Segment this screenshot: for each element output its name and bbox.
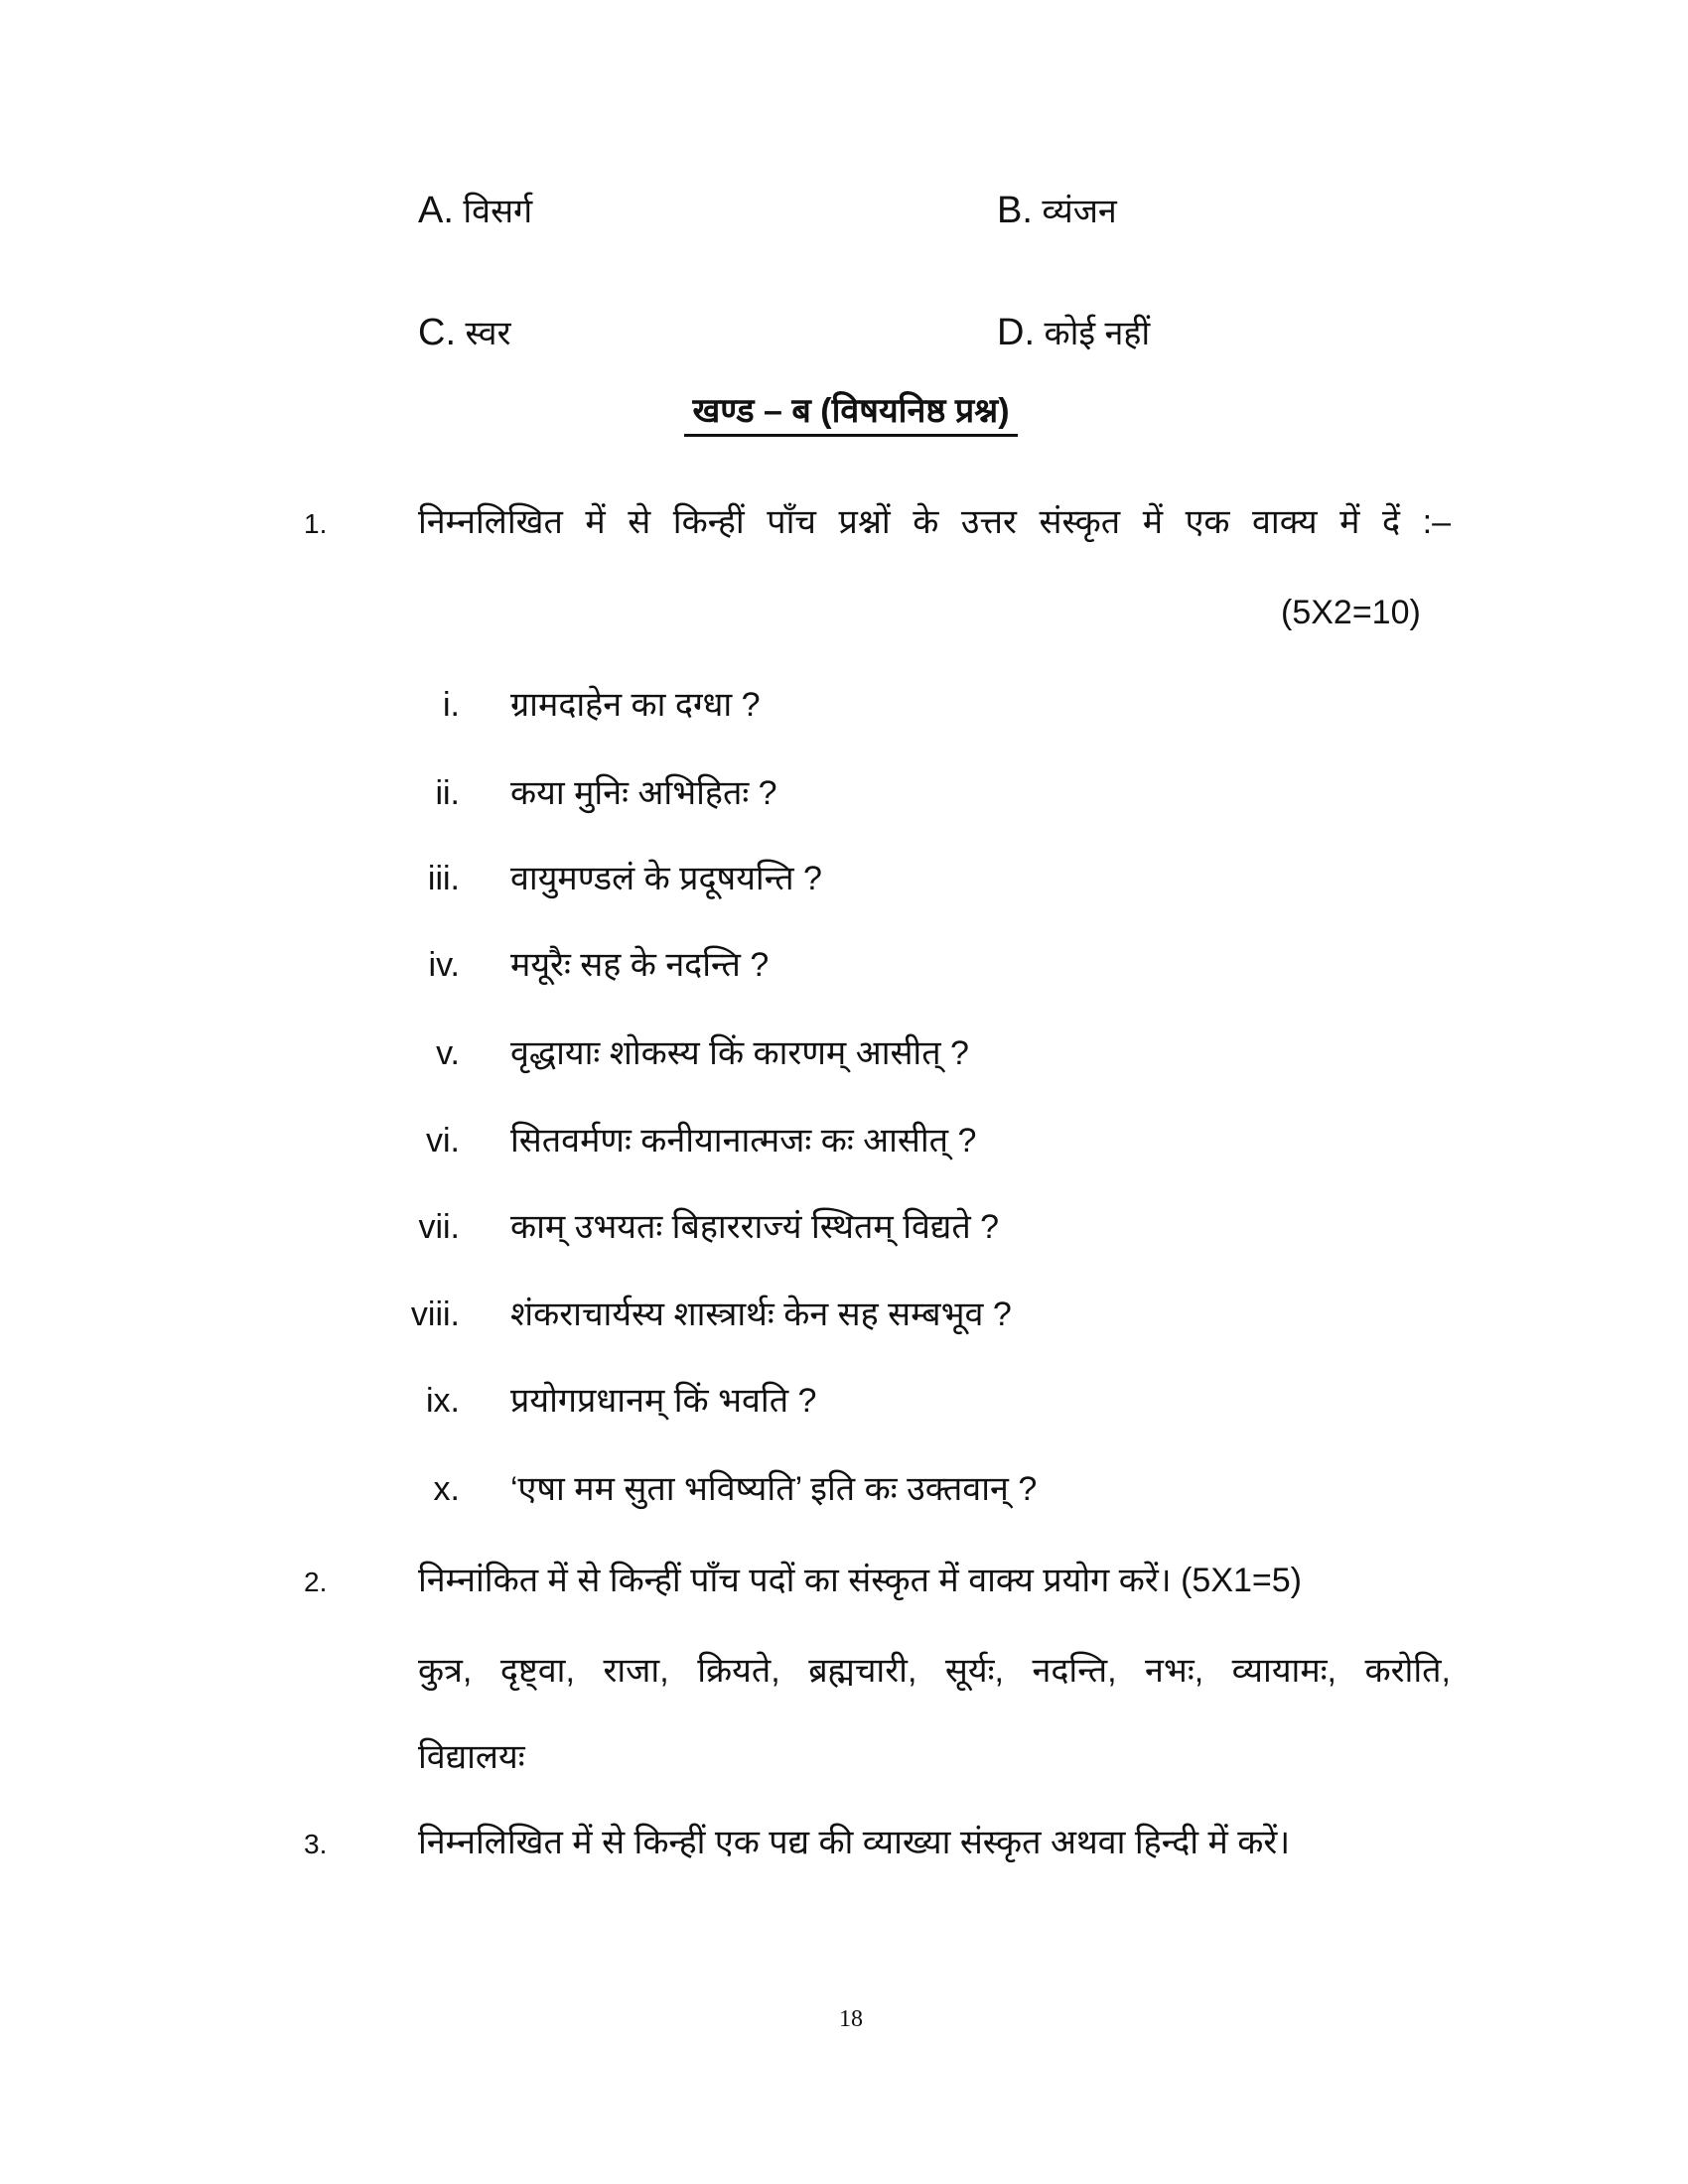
- section-heading: [0, 389, 1688, 433]
- option-text: व्यंजन: [1042, 193, 1117, 230]
- option-text: विसर्ग: [463, 193, 533, 230]
- section-heading-text: खण्ड – ब (विषयनिष्ठ प्रश्न): [684, 392, 1017, 437]
- sub-question-text: ‘एषा मम सुता भविष्यति’ इति कः उक्तवान् ?: [510, 1470, 1038, 1508]
- sub-question-text: प्रयोगप्रधानम् किं भवति ?: [510, 1382, 817, 1420]
- sub-question-text: वायुमण्डलं के प्रदूषयन्ति ?: [510, 860, 822, 897]
- option-text: कोई नहीं: [1044, 315, 1151, 352]
- option-letter: A.: [418, 190, 454, 231]
- option-letter: C.: [418, 312, 456, 353]
- option-b: [997, 189, 1117, 233]
- sub-question-number: viii.: [410, 1296, 460, 1333]
- sub-question-text: सितवर्मणः कनीयानात्मजः कः आसीत् ?: [510, 1122, 977, 1160]
- question-3-text: निम्नलिखित में से किन्हीं एक पद्य की व्याख्या संस्कृत अथवा हिन्दी में करें।: [418, 1824, 1291, 1861]
- question-1-text: निम्नलिखित में से किन्हीं पाँच प्रश्नों के उत्तर संस्कृत में एक वाक्य में दें :–: [418, 503, 1451, 541]
- sub-question-text: ग्रामदाहेन का दग्धा ?: [510, 686, 761, 724]
- option-letter: B.: [997, 190, 1033, 231]
- sub-question-number: ix.: [426, 1382, 460, 1420]
- sub-question-number: iv.: [428, 946, 460, 984]
- sub-question-text: कया मुनिः अभिहितः ?: [510, 774, 777, 812]
- question-number: 3.: [304, 1829, 328, 1859]
- sub-question-text: शंकराचार्यस्य शास्त्रार्थः केन सह सम्बभूव ?: [510, 1296, 1012, 1333]
- question-2-words: कुत्र, दृष्ट्वा, राजा, क्रियते, ब्रह्मचारी, सूर्यः, नदन्ति, नभः, व्यायामः, करोति,: [418, 1652, 1451, 1690]
- sub-question-number: iii.: [427, 860, 460, 897]
- page-number: 18: [839, 2006, 863, 2032]
- option-letter: D.: [997, 312, 1035, 353]
- sub-question-number: i.: [443, 686, 460, 724]
- sub-question-number: vi.: [426, 1122, 460, 1160]
- sub-question-text: मयूरैः सह के नदन्ति ?: [510, 946, 770, 984]
- option-c: [418, 311, 511, 355]
- option-text: स्वर: [465, 315, 511, 352]
- question-2-text: निम्नांकित में से किन्हीं पाँच पदों का संस्कृत में वाक्य प्रयोग करें। (5X1=5): [418, 1562, 1302, 1599]
- sub-question-text: वृद्धायाः शोकस्य किं कारणम् आसीत् ?: [510, 1034, 969, 1072]
- question-1-marks: (5X2=10): [1281, 594, 1421, 631]
- question-number: 1.: [304, 508, 328, 539]
- option-a: [418, 189, 532, 233]
- question-number: 2.: [304, 1567, 328, 1597]
- sub-question-number: ii.: [435, 774, 460, 812]
- option-d: [997, 311, 1150, 355]
- sub-question-number: v.: [436, 1034, 460, 1072]
- sub-question-number: x.: [433, 1470, 460, 1508]
- question-2-words-cont: विद्यालयः: [418, 1738, 525, 1776]
- sub-question-text: काम् उभयतः बिहारराज्यं स्थितम् विद्यते ?: [510, 1208, 1000, 1246]
- sub-question-number: vii.: [418, 1208, 460, 1246]
